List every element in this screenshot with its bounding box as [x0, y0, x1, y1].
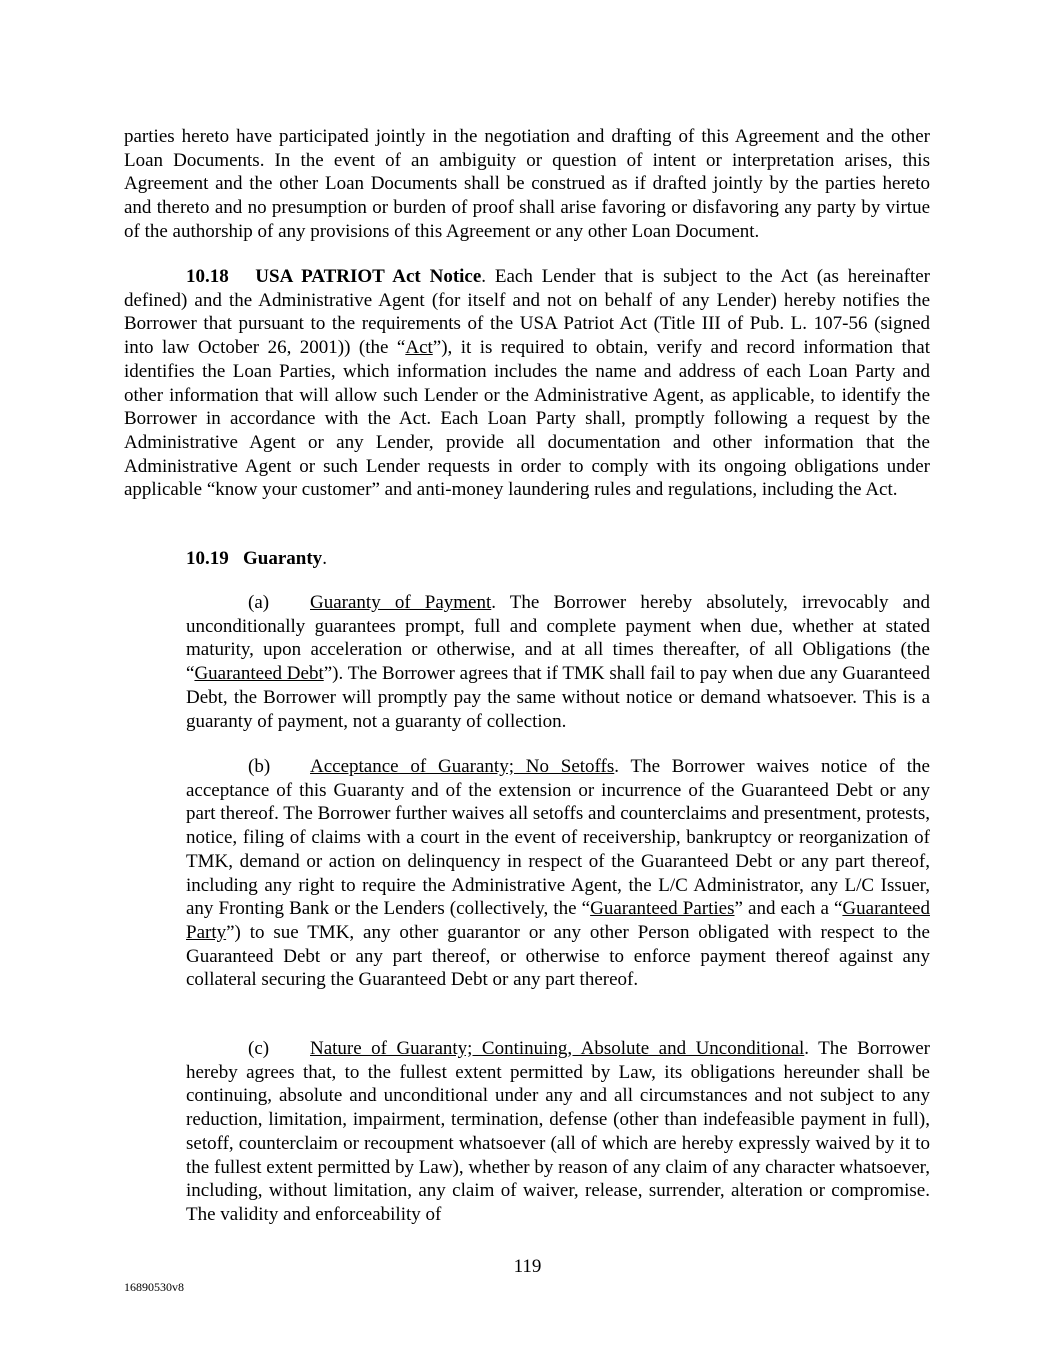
section-10-19-heading: 10.19 Guaranty.: [186, 548, 327, 569]
page-number: 119: [513, 1256, 542, 1277]
defined-term: Act: [405, 337, 433, 359]
subsection-label: (b): [248, 756, 271, 777]
subsection-c-paragraph: (c) Nature of Guaranty; Continuing, Absolute and Unconditional. The Borrower hereby agrees that, to the fullest extent permitted by Law, its obligations hereunder shall be continuing, absolute and unconditional under any and all circumstances and not subject to any reduction, limitation, impairment, termination, defense (other than indefeasible payment in full), setoff, counterclaim or recoupment whatsoever (all of which are hereby expressly waived by it to the fullest extent permitted by Law), whether by reason of any claim of any character whatsoever, including, without limitation, any claim of waiver, release, surrender, alteration or compromise. The validity and enforceability of: [186, 1038, 930, 1225]
continuation-paragraph: parties hereto have participated jointly in the negotiation and drafting of this Agreement and the other Loan Documents. In the event of an ambiguity or question of intent or interpretation arises, this Agreement and the other Loan Documents shall be construed as if drafted jointly by the parties hereto and thereto and no presumption or burden of proof shall arise favoring or disfavoring any party by virtue of the authorship of any provisions of this Agreement or any other Loan Document.: [124, 126, 930, 242]
defined-term: Guaranteed Parties: [590, 898, 735, 920]
section-heading: USA PATRIOT Act Notice: [255, 266, 482, 287]
document-id: 16890530v8: [124, 1280, 184, 1294]
defined-term: Guaranteed Party: [186, 898, 930, 943]
section-number: 10.18: [186, 266, 229, 287]
subsection-b-paragraph: (b) Acceptance of Guaranty; No Setoffs. The Borrower waives notice of the acceptance of this Guaranty and of the extension or incurrence of the Guaranteed Debt or any part thereof. The Borrower further waives all setoffs and counterclaims and presentment, protests, notice, filing of claims with a court in the event of receivership, bankruptcy or reorganization of TMK, demand or action on delinquency in respect of the Guaranteed Debt or any part thereof, including any right to require the Administrative Agent, the L/C Administrator, any L/C Issuer, any Fronting Bank or the Lenders (collectively, the “Guaranteed Parties” and each a “Guaranteed Party”) to sue TMK, any other guarantor or any other Person obligated with respect to the Guaranteed Debt or any part thereof, or otherwise to enforce payment thereof against any collateral securing the Guaranteed Debt or any part thereof.: [186, 756, 930, 991]
subsection-title: Guaranty of Payment: [310, 592, 492, 613]
subsection-a-paragraph: (a) Guaranty of Payment. The Borrower hereby absolutely, irrevocably and unconditionally guarantees prompt, full and complete payment when due, whether at stated maturity, upon acceleration or otherwise, and at all times thereafter, of all Obligations (the “Guaranteed Debt”). The Borrower agrees that if TMK shall fail to pay when due any Guaranteed Debt, the Borrower will promptly pay the same without notice or demand whatsoever. This is a guaranty of payment, not a guaranty of collection.: [186, 592, 930, 732]
defined-term: Guaranteed Debt: [194, 663, 324, 685]
subsection-label: (c): [248, 1038, 270, 1059]
section-10-18-paragraph: 10.18 USA PATRIOT Act Notice. Each Lender that is subject to the Act (as hereinafter defined) and the Administrative Agent (for itself and not on behalf of any Lender) hereby notifies the Borrower that pursuant to the requirements of the USA Patriot Act (Title III of Pub. L. 107-56 (signed into law October 26, 2001)) (the “Act”), it is required to obtain, verify and record information that identifies the Loan Parties, which information includes the name and address of each Loan Party and other information that will allow such Lender or the Administrative Agent, as applicable, to identify the Borrower in accordance with the Act. Each Loan Party shall, promptly following a request by the Administrative Agent or any Lender, provide all documentation and other information that the Administrative Agent or such Lender requests in order to comply with its ongoing obligations under applicable “know your customer” and anti-money laundering rules and regulations, including the Act.: [124, 266, 930, 501]
subsection-title: Nature of Guaranty; Continuing, Absolute and Unconditional: [310, 1038, 805, 1059]
section-heading: Guaranty: [243, 548, 323, 569]
subsection-title: Acceptance of Guaranty; No Setoffs: [310, 756, 615, 777]
section-number: 10.19: [186, 548, 229, 569]
subsection-label: (a): [248, 592, 270, 613]
